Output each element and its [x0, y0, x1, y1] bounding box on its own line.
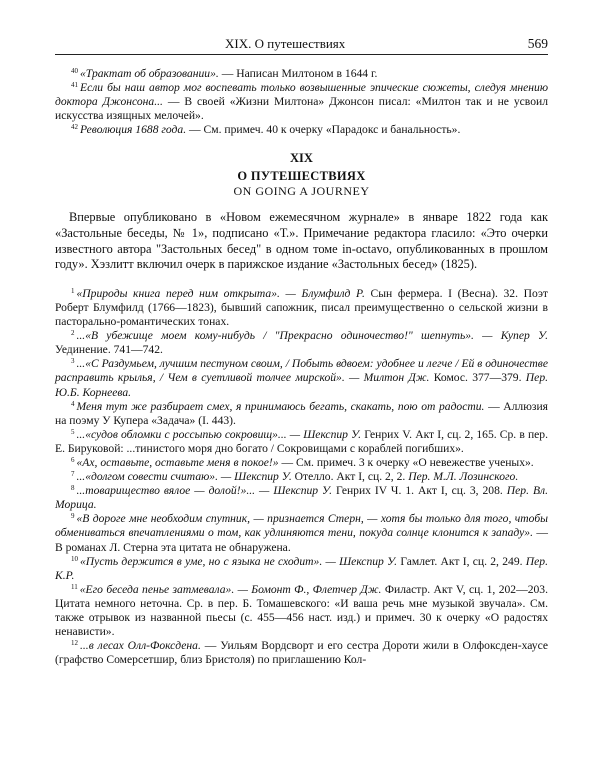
endnote: $^{10}$ «Пусть держится в уме, но с языка не сходит». — Шекспир У. Гамлет. Акт I, сц. 2, 249. Пер. К.Р. [55, 554, 548, 582]
page [55, 36, 548, 667]
endnote: $^7$ ...«долгом совести считаю». — Шекспир У. Отелло. Акт I, сц. 2, 2. Пер. М.Л. Лозинского. [71, 470, 519, 484]
section-title: XIX. О путешествиях [225, 36, 346, 51]
endnote: $^{41}$ Если бы наш автор мог воспевать только возвышенные эпические сюжеты, следуя мнению доктора Джонсона... — В своей «Жизни Милтона» Джонсон писал: «Милтон так и не усвоил искусства изящных мелочей». [55, 81, 548, 123]
essay-subtitle: ON GOING A JOURNEY [233, 184, 370, 199]
essay-intro: Впервые опубликовано в «Новом ежемесячном журнале» в январе 1822 года как «Застольные беседы, № 1», подписано «Т.». Примечание редактора гласило: «Это очерки известного автора "Застольных бесед" в одном томе in-octavo, опубликованных в прошлом году». Хэзлитт включил очерк в парижское издание «Застольных бесед» (1825). [55, 210, 548, 272]
endnote: $^{12}$ ...в лесах Олл-Фоксдена. — Уильям Вордсворт и его сестра Дороти жили в Олфоксден-хаусе (графство Сомерсетшир, близ Бристоля) по приглашению Кол- [55, 639, 548, 667]
endnote: $^2$ ...«В убежище моем кому-нибудь / "Прекрасно одиночество!" шепнуть». — Купер У. Уединение. 741—742. [55, 329, 548, 357]
endnote: $^6$ «Ах, оставьте, оставьте меня в покое!» — См. примеч. 3 к очерку «О невежестве ученых». [71, 455, 534, 469]
endnote: $^9$ «В дороге мне необходим спутник, — признается Стерн, — хотя бы только для того, чтобы обмениваться впечатлениями о том, как удлиняются тени, покуда солнце клонится к западу». — В романах Л. Стерна эта цитата не обнаружена. [55, 512, 548, 554]
essay-title: О ПУТЕШЕСТВИЯХ [237, 169, 366, 184]
endnote: $^{11}$ «Его беседа пенье затмевала». — Бомонт Ф., Флетчер Дж. Филастр. Акт V, сц. 1, 202—203. Цитата немного неточна. Ср. в пер. Б. Томашевского: «И ваша речь мне музыкой звучала». См. также отрывок из названной пьесы (с. 455—456 наст. изд.) и примеч. 30 к очерку «О радостях ненависти». [55, 582, 548, 639]
running-header [55, 36, 548, 55]
endnote: $^{42}$ Революция 1688 года. — См. примеч. 40 к очерку «Парадокс и банальность». [71, 123, 461, 137]
top-endnotes [55, 67, 548, 137]
endnote: $^1$ «Природы книга перед ним открыта». — Блумфилд Р. Сын фермера. I (Весна). 32. Поэт Роберт Блумфилд (1766—1823), бывший сапожник, писал преимущественно о сельской жизни в пасторально-романтических тонах. [55, 286, 548, 329]
endnote: $^4$ Меня тут же разбирает смех, я принимаюсь бегать, скакать, пою от радости. — Аллюзия на поэму У Купера «Задача» (I. 443). [55, 399, 548, 427]
endnote: $^5$ ...«судов обломки с россыпью сокровищ»... — Шекспир У. Генрих V. Акт I, сц. 2, 165. Ср. в пер. Е. Бируковой: ...тинистого моря дно богато / Сокровищами с кораблей погибших». [55, 427, 548, 455]
essay-endnotes [55, 287, 548, 668]
page-number: 569 [527, 36, 548, 51]
endnote: $^3$ ...«С Раздумьем, лучшим пестуном своим, / Побыть вдвоем: удобнее и легче / Ей в одиночестве расправить крылья, / Чем в суетливой толчее мирской». — Милтон Дж. Комос. 377—379. Пер. Ю.Б. Корнеева. [55, 357, 549, 399]
endnote: $^{40}$ «Трактат об образовании». — Написан Милтоном в 1644 г. [71, 67, 378, 80]
essay-number: XIX [290, 151, 313, 166]
essay-heading [55, 151, 548, 198]
endnote: $^8$ ...товарищество вялое — долой!»... — Шекспир У. Генрих IV Ч. 1. Акт I, сц. 3, 208. Пер. Вл. Морица. [55, 484, 548, 512]
